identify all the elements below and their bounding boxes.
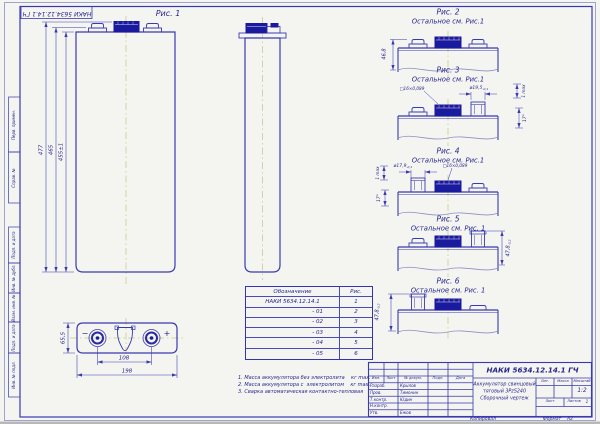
fig3-diameter-value: ø19,5 xyxy=(469,85,483,91)
tb-header-list: Лист xyxy=(386,376,396,381)
title-block-designation: НАКИ 5634.12.14.1 ГЧ xyxy=(486,365,579,375)
fig3-max-note: 1 max xyxy=(520,84,526,98)
fig2-subtitle: Остальное см. Рис.1 xyxy=(411,17,485,26)
fig6-dim-label xyxy=(376,304,381,321)
fig3-chamfer-note: □16×0,089 xyxy=(399,85,425,91)
fig2-title: Рис. 2 xyxy=(436,7,460,17)
fig3-angle-label: 17° xyxy=(522,114,528,122)
fig1-title: Рис. 1 xyxy=(155,9,181,18)
tb-mass-label: Масса xyxy=(557,379,569,383)
fig6-subtitle: Остальное см. Рис. 1 xyxy=(410,286,486,295)
tb-header-podp: Подп. xyxy=(432,376,444,381)
table-cell: 1 xyxy=(340,297,372,307)
tb-sheet-label: Лист xyxy=(545,399,555,404)
fig4-diameter-label xyxy=(394,165,413,170)
tb-header-izm: Изм. xyxy=(371,376,381,381)
table-cell: - 03 xyxy=(246,328,340,338)
dim-455-label: 455±1 xyxy=(58,142,65,162)
fig4-chamfer-note: □16×0,089 xyxy=(442,162,468,168)
tb-header-docnum: № докум. xyxy=(404,376,422,381)
margin-label-inv-dubl: Инв. № дубл. xyxy=(11,264,16,292)
tb-name-razrab: Крылов xyxy=(400,383,416,388)
tb-name-prov: Тимонин xyxy=(400,389,419,395)
dim-108-label: 108 xyxy=(118,354,130,361)
tb-role-tkontr: Т.контр. xyxy=(370,396,388,402)
fig4-subtitle: Остальное см. Рис.1 xyxy=(411,156,485,165)
margin-label-podp-data-2: Подп. и дата xyxy=(11,323,16,352)
table-cell: - 04 xyxy=(246,338,340,348)
note-3: 3. Сварка автоматическая контактно-тепловая xyxy=(238,389,364,395)
note-2: 2. Масса аккумулятора с электролитом кг max. xyxy=(238,382,371,388)
title-block-name-line3: Сборочный чертеж xyxy=(480,396,529,402)
table-cell: 4 xyxy=(340,328,372,338)
margin-label-inv-podl: Инв. № подл. xyxy=(11,361,16,389)
margin-label-perv-primen: Перв. примен. xyxy=(11,109,16,140)
format-label: Формат xyxy=(542,416,562,422)
table-header-designation: Обозначение xyxy=(246,287,340,297)
figure-reference-table xyxy=(245,286,373,360)
fig5-title: Рис. 5 xyxy=(436,214,460,224)
tb-scale-label: Масштаб xyxy=(573,379,591,383)
fig3-diameter-label xyxy=(470,86,489,91)
fig4-angle-label: 17° xyxy=(376,194,382,202)
table-cell: - 01 xyxy=(246,308,340,318)
tb-role-razrab: Разраб. xyxy=(370,383,386,388)
table-cell: 6 xyxy=(354,350,358,357)
dim-477-label: 477 xyxy=(38,144,45,156)
fig5-view xyxy=(398,230,505,277)
table-cell: 5 xyxy=(340,338,372,348)
fig6-title: Рис. 6 xyxy=(436,276,460,286)
fig3-diameter-tolerance: -0,1 xyxy=(482,86,489,91)
copied-label: Копировал xyxy=(470,416,496,422)
fig5-dim-label xyxy=(507,240,512,257)
table-cell: - 02 xyxy=(246,318,340,328)
tb-name-utv: Ежов xyxy=(400,410,411,415)
fig6-dim-tolerance: -0,2 xyxy=(376,303,381,310)
tb-scale-value: 1:2 xyxy=(577,387,587,394)
format-value: А2 xyxy=(567,416,573,422)
top-left-designation: НАКИ 5634.12.14.1 ГЧ xyxy=(22,9,91,17)
title-block-name-line1: Аккумулятор свинцовый xyxy=(473,382,536,388)
tb-lit-label: Лит. xyxy=(540,379,550,383)
table-cell: НАКИ 5634.12.14.1 xyxy=(246,297,340,307)
tb-name-tkontr: Юдин xyxy=(400,396,413,402)
table-header-fig: Рис. xyxy=(340,287,372,297)
title-block-name-line2: тяговый 3PzS240 xyxy=(482,389,527,395)
fig4-diameter-tolerance: -0,1 xyxy=(406,164,413,169)
fig4-title: Рис. 4 xyxy=(436,146,460,156)
table-cell: - 05 xyxy=(246,349,340,359)
fig6-view xyxy=(388,288,498,340)
tb-role-nkontr: Н.контр. xyxy=(370,403,388,409)
fig3-view xyxy=(398,84,523,146)
margin-label-podp-data-1: Подп. и дата xyxy=(11,231,16,259)
margin-label-vzam-inv: Взам. инв. № xyxy=(11,293,16,322)
fig5-dim-value: 47,8 xyxy=(505,245,512,257)
dim-198-label: 198 xyxy=(121,367,133,374)
table-cell: 3 xyxy=(340,318,372,328)
side-view xyxy=(239,17,286,280)
fig3-title: Рис. 3 xyxy=(436,65,460,75)
fig3-subtitle: Остальное см. Рис.1 xyxy=(411,75,485,84)
tb-sheets-value: 1 xyxy=(585,399,589,405)
dim-depth-label: 65,5 xyxy=(60,331,67,345)
fig5-dim-tolerance: -0,2 xyxy=(507,239,512,246)
fig4-max-note: 1 max xyxy=(374,166,380,180)
fig2-dim-label: 46,8 xyxy=(381,48,388,60)
fig4-diameter-value: ø17,9 xyxy=(393,163,407,169)
fig5-subtitle: Остальное см. Рис. 1 xyxy=(410,224,486,233)
tb-role-utv: Утв. xyxy=(370,410,379,415)
tb-header-data: Дата xyxy=(455,376,466,381)
fig6-dim-value: 47,8 xyxy=(374,309,381,321)
margin-label-sprav-no: Справ. № xyxy=(11,167,16,188)
table-cell: 2 xyxy=(340,308,372,318)
polarity-minus-mark: − xyxy=(81,329,89,338)
tb-role-prov: Пров. xyxy=(370,389,382,395)
note-1: 1. Масса аккумулятора без электролита кг max. xyxy=(238,375,371,381)
tb-sheets-label: Листов xyxy=(567,399,581,404)
dim-465-label: 465 xyxy=(48,144,55,156)
top-view-dimensions xyxy=(60,323,177,378)
polarity-plus-mark: + xyxy=(163,329,171,338)
